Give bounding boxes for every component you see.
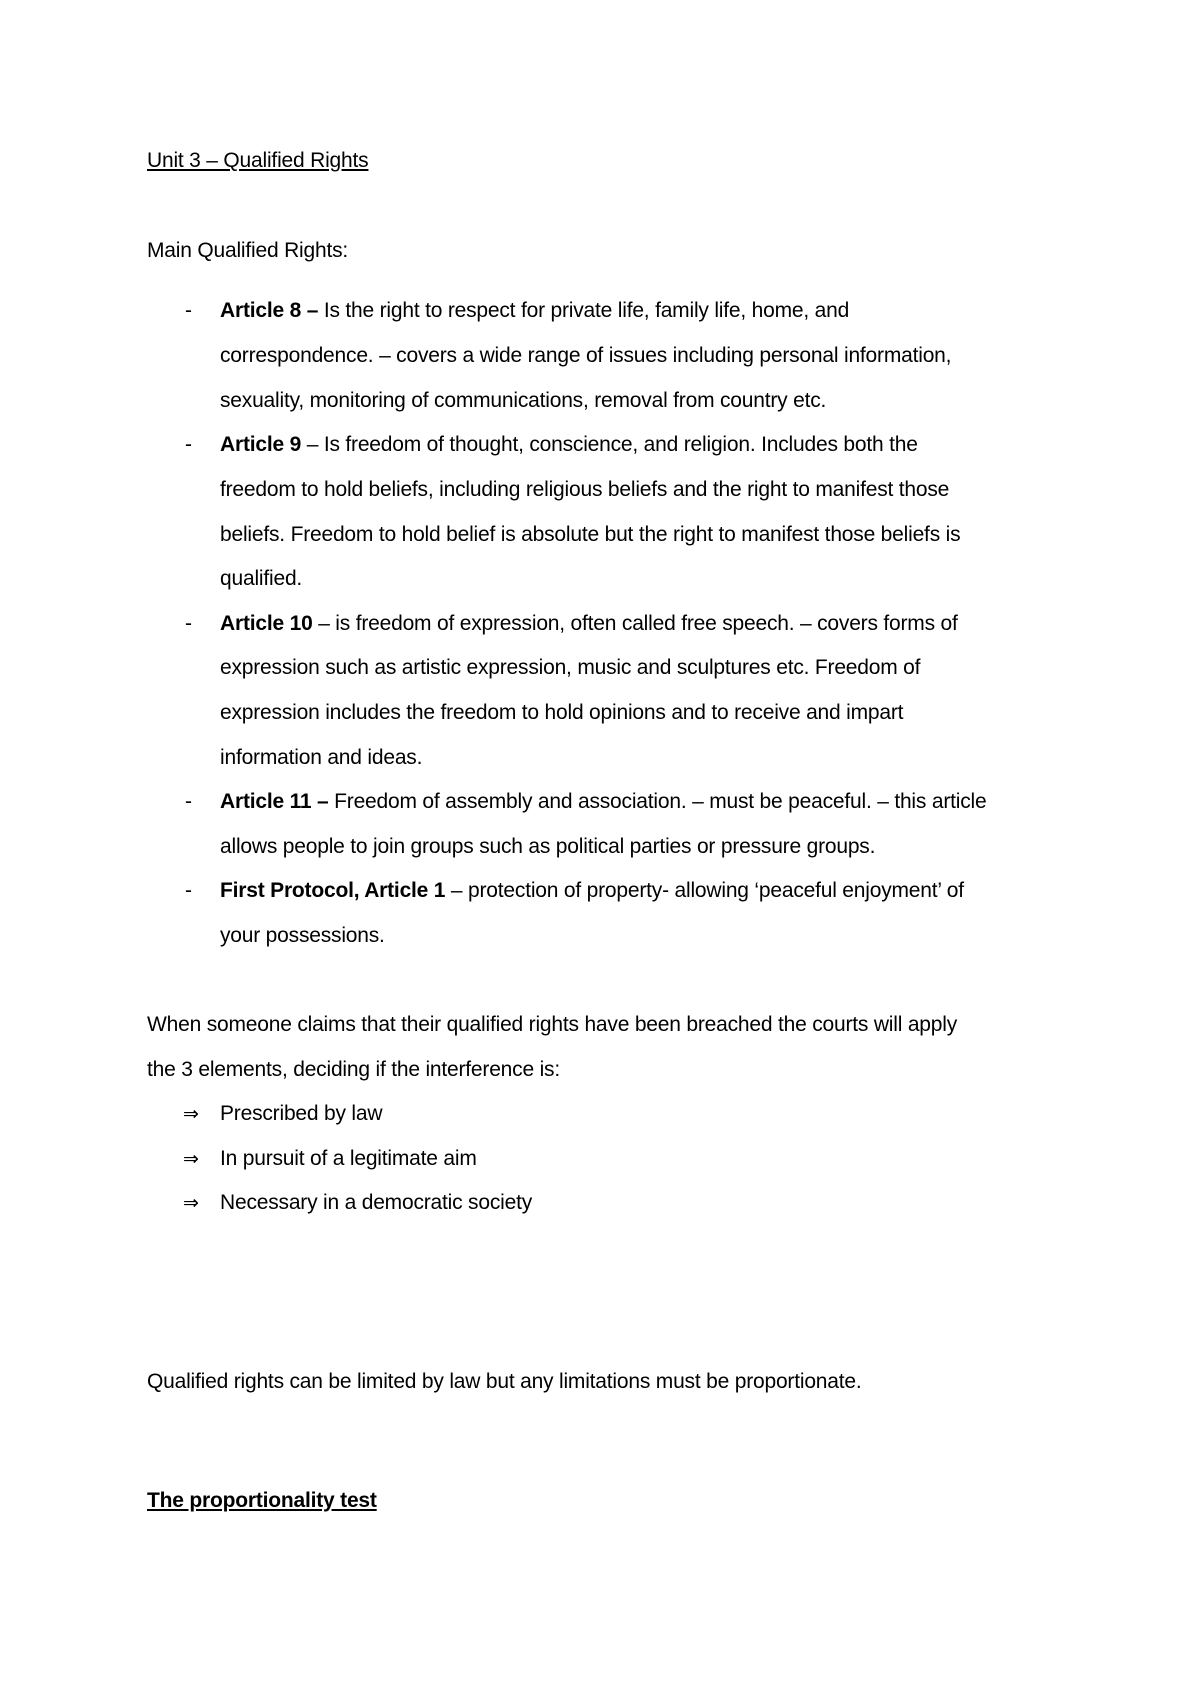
implies-arrow-icon: ⇒ (183, 1192, 199, 1214)
article-name: Article 9 (220, 433, 302, 456)
article-first-line (220, 298, 849, 324)
dash-marker: - (185, 299, 192, 322)
implies-arrow-icon: ⇒ (183, 1103, 199, 1125)
article-line: expression includes the freedom to hold opinions and to receive and impart (220, 701, 904, 724)
article-line: Is the right to respect for private life, family life, home, and (318, 299, 850, 322)
implies-arrow-icon: ⇒ (183, 1148, 199, 1170)
article-line: beliefs. Freedom to hold belief is absolute but the right to manifest those beliefs is (220, 523, 961, 546)
article-first-line (220, 878, 964, 904)
document-title: Unit 3 – Qualified Rights (147, 149, 369, 172)
section-heading: The proportionality test (147, 1489, 377, 1512)
article-line: information and ideas. (220, 746, 423, 769)
element-text: Prescribed by law (220, 1102, 383, 1125)
element-text: In pursuit of a legitimate aim (220, 1147, 477, 1170)
intro-heading: Main Qualified Rights: (147, 239, 349, 262)
article-name: Article 11 – (220, 790, 329, 813)
dash-marker: - (185, 612, 192, 635)
article-line: freedom to hold beliefs, including religious beliefs and the right to manifest those (220, 478, 950, 501)
article-line: your possessions. (220, 924, 385, 947)
dash-marker: - (185, 433, 192, 456)
article-line: allows people to join groups such as political parties or pressure groups. (220, 835, 876, 858)
article-line: expression such as artistic expression, music and sculptures etc. Freedom of (220, 656, 921, 679)
limitation-sentence: Qualified rights can be limited by law but any limitations must be proportionate. (147, 1370, 862, 1393)
dash-marker: - (185, 879, 192, 902)
claims-paragraph-line: When someone claims that their qualified rights have been breached the courts will apply (147, 1013, 958, 1036)
article-first-line (220, 789, 986, 815)
article-line: correspondence. – covers a wide range of issues including personal information, (220, 344, 952, 367)
element-text: Necessary in a democratic society (220, 1191, 533, 1214)
article-line: qualified. (220, 567, 303, 590)
article-first-line (220, 432, 918, 458)
article-line: – is freedom of expression, often called free speech. – covers forms of (312, 612, 958, 635)
article-first-line (220, 611, 958, 637)
article-line: Freedom of assembly and association. – must be peaceful. – this article (328, 790, 987, 813)
article-name: First Protocol, Article 1 (220, 879, 446, 902)
article-name: Article 8 – (220, 299, 319, 322)
claims-paragraph-line: the 3 elements, deciding if the interference is: (147, 1058, 560, 1081)
article-line: sexuality, monitoring of communications, removal from country etc. (220, 389, 827, 412)
dash-marker: - (185, 790, 192, 813)
article-line: – Is freedom of thought, conscience, and religion. Includes both the (301, 433, 918, 456)
article-name: Article 10 (220, 612, 313, 635)
article-line: – protection of property- allowing ‘peaceful enjoyment’ of (445, 879, 964, 902)
